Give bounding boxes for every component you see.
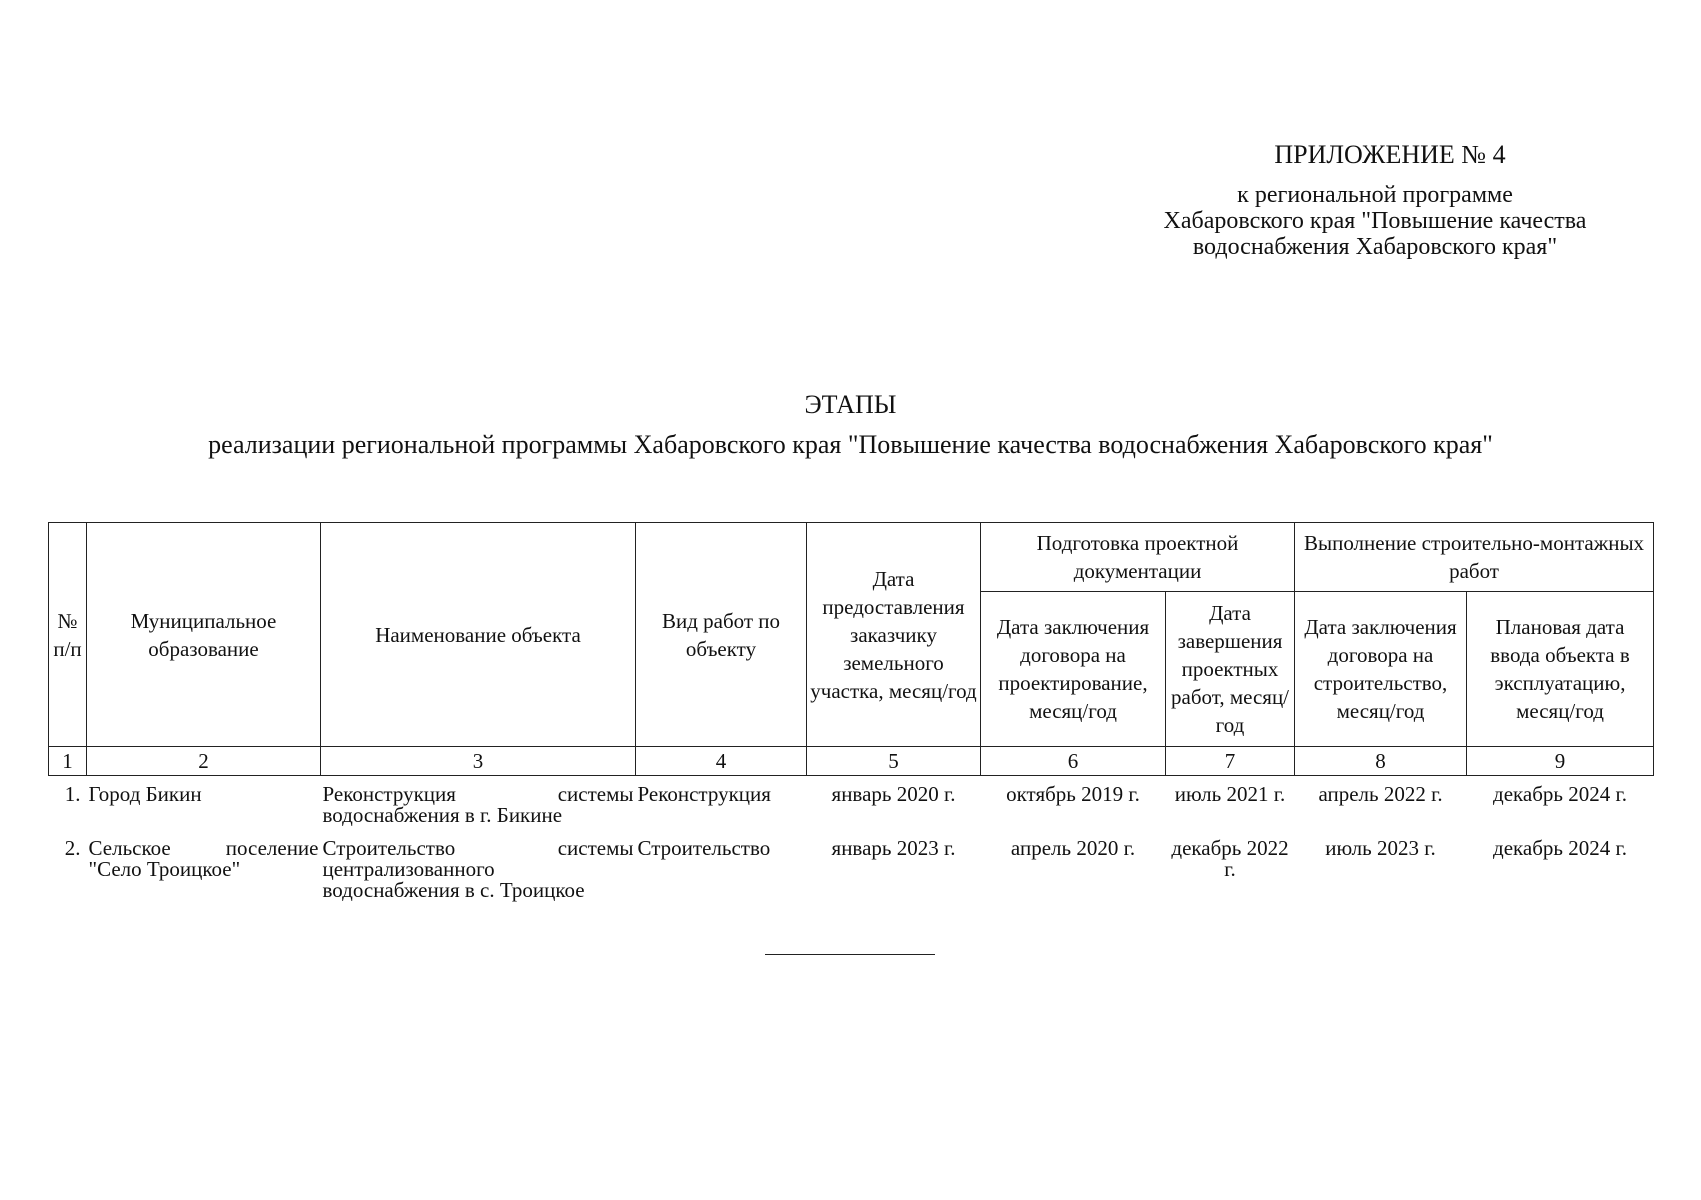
header-commissioning: Плановая дата ввода объекта в эксплуатацию, месяц/год	[1467, 592, 1654, 747]
header-work-type: Вид работ по объекту	[636, 523, 807, 747]
row-land-date: январь 2023 г.	[831, 836, 956, 860]
row-commissioning: декабрь 2024 г.	[1493, 782, 1627, 806]
row-object: Реконструкция системы водоснабжения в г. Бикине	[322, 782, 634, 827]
row-design-finish: июль 2021 г.	[1174, 782, 1286, 806]
header-object: Наименование объекта	[321, 523, 636, 747]
table-row	[49, 776, 1654, 831]
column-number: 2	[87, 747, 321, 776]
appendix-line-3: водоснабжения Хабаровского края"	[1192, 234, 1558, 260]
row-object: Строительство системы централизованного водоснабжения в с. Троицкое	[322, 836, 634, 902]
appendix-block	[1080, 140, 1670, 260]
row-construction-contract: июль 2023 г.	[1325, 836, 1436, 860]
column-number: 3	[321, 747, 636, 776]
appendix-line-2: Хабаровского края "Повышение качества	[1163, 208, 1587, 234]
row-design-contract: октябрь 2019 г.	[1006, 782, 1140, 806]
row-work-type: Строительство	[637, 836, 771, 860]
header-design-contract: Дата заключения договора на проектирование, месяц/год	[981, 592, 1166, 747]
row-municipality: Сельское поселение "Село Троицкое"	[88, 836, 319, 881]
column-number: 7	[1166, 747, 1295, 776]
header-design-group: Подготовка проектной документации	[981, 523, 1295, 592]
row-number: 1.	[64, 782, 81, 806]
column-number: 8	[1295, 747, 1467, 776]
row-land-date: январь 2020 г.	[831, 782, 956, 806]
header-construction-group: Выполнение строительно-монтажных работ	[1295, 523, 1654, 592]
appendix-line-1: к региональной программе	[1237, 182, 1513, 208]
row-design-finish: декабрь 2022 г.	[1171, 836, 1289, 881]
appendix-heading: ПРИЛОЖЕНИЕ № 4	[1274, 140, 1506, 169]
row-number: 2.	[64, 836, 81, 860]
column-number: 4	[636, 747, 807, 776]
header-design-finish: Дата завершения проектных работ, месяц/год	[1166, 592, 1295, 747]
stages-table	[48, 522, 1654, 905]
header-land-date: Дата предоставления заказчику земельного участка, месяц/год	[807, 523, 981, 747]
row-municipality: Город Бикин	[88, 782, 202, 806]
column-number: 6	[981, 747, 1166, 776]
closing-divider	[765, 954, 935, 955]
document-title: ЭТАПЫ	[804, 390, 897, 419]
column-number: 1	[49, 747, 87, 776]
row-commissioning: декабрь 2024 г.	[1493, 836, 1627, 860]
column-number: 5	[807, 747, 981, 776]
header-num: № п/п	[49, 523, 87, 747]
row-design-contract: апрель 2020 г.	[1010, 836, 1136, 860]
table-row	[49, 830, 1654, 905]
header-construction-contract: Дата заключения договора на строительство, месяц/год	[1295, 592, 1467, 747]
column-number: 9	[1467, 747, 1654, 776]
document-subtitle: реализации региональной программы Хабаровского края "Повышение качества водоснабжения Хабаровского края"	[208, 430, 1493, 459]
header-municipality: Муниципальное образование	[87, 523, 321, 747]
row-construction-contract: апрель 2022 г.	[1318, 782, 1443, 806]
row-work-type: Реконструкция	[637, 782, 771, 806]
